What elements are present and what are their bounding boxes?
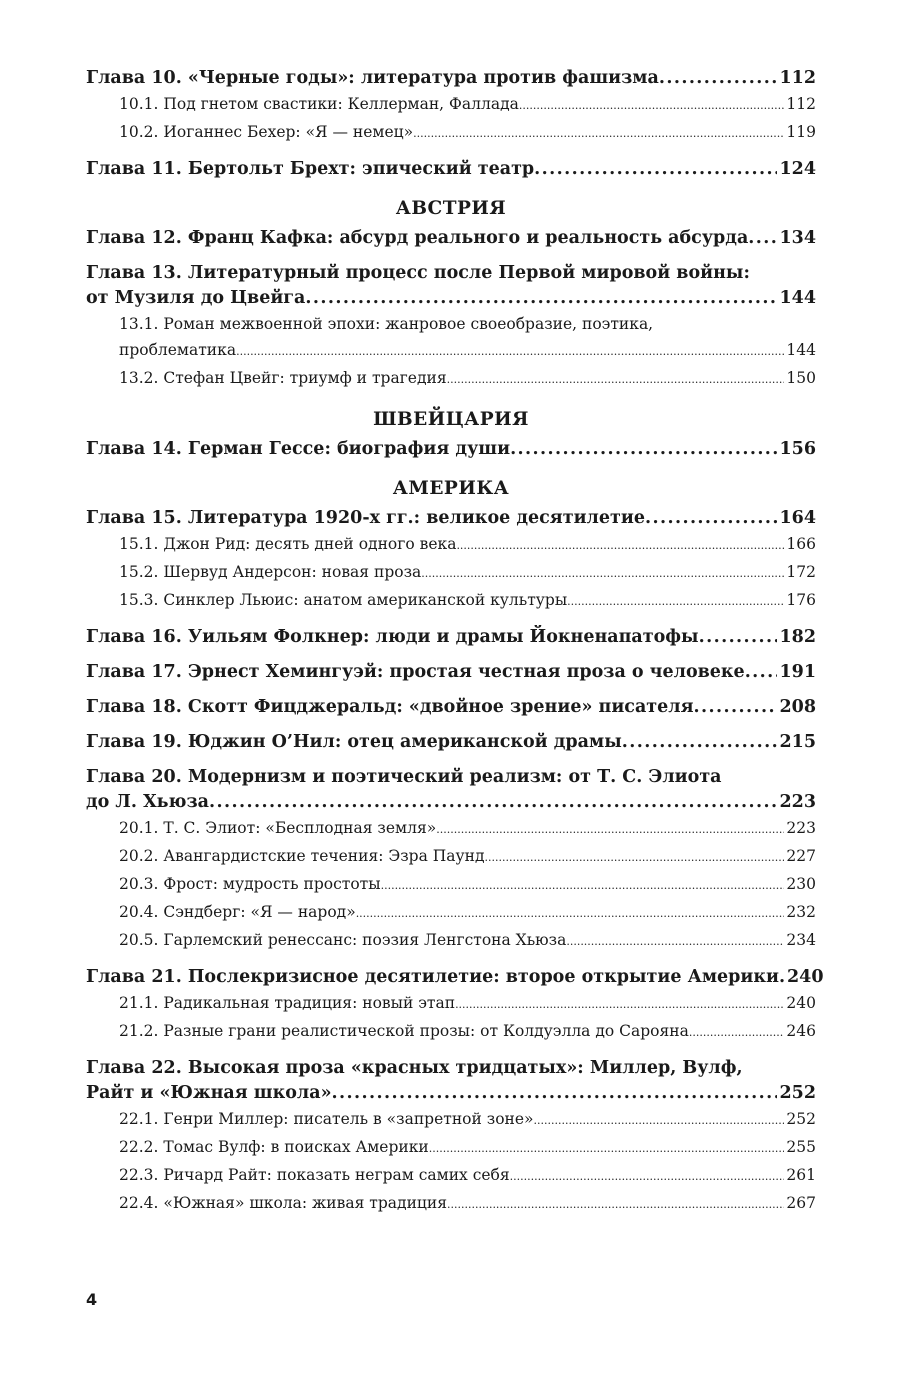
dot-leader xyxy=(510,1162,785,1190)
subsection-row xyxy=(86,587,816,615)
dot-leader xyxy=(567,587,784,615)
page-ref: 164 xyxy=(779,508,816,528)
toc-subsection xyxy=(86,843,816,871)
page-ref: 252 xyxy=(779,1083,816,1103)
toc-subsection xyxy=(86,1018,816,1046)
chapter-title: Глава 11. Бертольт Брехт: эпический театр xyxy=(86,159,535,179)
toc-chapter xyxy=(86,965,824,990)
toc-chapter xyxy=(86,765,816,815)
toc-chapter xyxy=(86,730,816,755)
subsection-row xyxy=(86,365,816,393)
subsection-row xyxy=(86,91,816,119)
dot-leader xyxy=(748,226,777,251)
page-ref: 246 xyxy=(786,1022,816,1040)
subsection-row xyxy=(86,1190,816,1218)
dot-leader xyxy=(659,66,778,91)
dot-leader xyxy=(699,625,778,650)
page-ref: 182 xyxy=(779,627,816,647)
page-ref: 144 xyxy=(779,288,816,308)
page-ref: 261 xyxy=(786,1166,816,1184)
toc-subsection xyxy=(86,1134,816,1162)
page-ref: 144 xyxy=(786,341,816,359)
chapter-title: Глава 14. Герман Гессе: биография души xyxy=(86,439,511,459)
toc-subsection xyxy=(86,815,816,843)
page-ref: 252 xyxy=(786,1110,816,1128)
subsection-title: 10.2. Иоганнес Бехер: «Я — немец» xyxy=(119,123,414,141)
subsection-row xyxy=(86,1018,816,1046)
chapter-title: Глава 10. «Черные годы»: литература против фашизма xyxy=(86,68,659,88)
dot-leader xyxy=(485,843,785,871)
dot-leader xyxy=(356,899,785,927)
toc-chapter xyxy=(86,625,816,650)
page-ref: 227 xyxy=(786,847,816,865)
chapter-row xyxy=(86,1081,816,1106)
subsection-title: 20.5. Гарлемский ренессанс: поэзия Ленгстона Хьюза xyxy=(119,931,567,949)
subsection-row xyxy=(86,899,816,927)
subsection-row xyxy=(86,815,816,843)
dot-leader xyxy=(447,1190,784,1218)
dot-leader xyxy=(689,1018,785,1046)
page-ref: 176 xyxy=(786,591,816,609)
subsection-title: 22.3. Ричард Райт: показать неграм самих себя xyxy=(119,1166,510,1184)
dot-leader xyxy=(381,871,785,899)
page-ref: 232 xyxy=(786,903,816,921)
page-ref: 124 xyxy=(779,159,816,179)
dot-leader xyxy=(694,695,778,720)
subsection-title: 10.1. Под гнетом свастики: Келлерман, Фаллада xyxy=(119,95,519,113)
dot-leader xyxy=(429,1134,785,1162)
page-ref: 223 xyxy=(779,792,816,812)
chapter-row xyxy=(86,625,816,650)
dot-leader xyxy=(421,559,784,587)
page-ref: 112 xyxy=(779,68,816,88)
dot-leader xyxy=(209,790,777,815)
page-ref: 119 xyxy=(786,123,816,141)
toc-subsection xyxy=(86,587,816,615)
subsection-row xyxy=(86,337,816,365)
subsection-title: 22.1. Генри Миллер: писатель в «запретной зоне» xyxy=(119,1110,534,1128)
chapter-row xyxy=(86,965,824,990)
dot-leader xyxy=(510,437,777,462)
chapter-title-line: Глава 13. Литературный процесс после Первой мировой войны: xyxy=(86,263,750,283)
dot-leader xyxy=(413,119,784,147)
table-of-contents xyxy=(86,66,824,1218)
subsection-title: 22.2. Томас Вулф: в поисках Америки xyxy=(119,1138,429,1156)
page-ref: 150 xyxy=(786,369,816,387)
toc-chapter xyxy=(86,226,816,251)
subsection-title: 20.4. Сэндберг: «Я — народ» xyxy=(119,903,356,921)
toc-subsection xyxy=(86,899,816,927)
chapter-row xyxy=(86,66,816,91)
toc-subsection xyxy=(86,311,816,365)
page-ref: 240 xyxy=(786,994,816,1012)
subsection-title: 15.1. Джон Рид: десять дней одного века xyxy=(119,535,457,553)
section-heading: АВСТРИЯ xyxy=(395,198,507,219)
dot-leader xyxy=(534,1106,785,1134)
chapter-title: Глава 21. Послекризисное десятилетие: второе открытие Америки xyxy=(86,967,779,987)
toc-chapter xyxy=(86,695,816,720)
subsection-title: 20.3. Фрост: мудрость простоты xyxy=(119,875,381,893)
dot-leader xyxy=(534,157,777,182)
subsection-title-line: 13.1. Роман межвоенной эпохи: жанровое своеобразие, поэтика, xyxy=(119,315,654,333)
dot-leader xyxy=(236,337,784,365)
toc-chapter xyxy=(86,1056,816,1106)
page-ref: 267 xyxy=(786,1194,816,1212)
chapter-title-line: Глава 20. Модернизм и поэтический реализм: от Т. С. Элиота xyxy=(86,767,722,787)
dot-leader xyxy=(622,730,778,755)
chapter-row xyxy=(86,506,816,531)
subsection-title: 13.2. Стефан Цвейг: триумф и трагедия xyxy=(119,369,447,387)
subsection-row xyxy=(86,1162,816,1190)
page-ref: 223 xyxy=(786,819,816,837)
toc-subsection xyxy=(86,871,816,899)
page-ref: 166 xyxy=(786,535,816,553)
toc-subsection xyxy=(86,1190,816,1218)
chapter-title-line: Глава 22. Высокая проза «красных тридцатых»: Миллер, Вулф, xyxy=(86,1058,743,1078)
subsection-title: 20.2. Авангардистские течения: Эзра Паунд xyxy=(119,847,485,865)
toc-chapter xyxy=(86,437,816,462)
page-ref: 255 xyxy=(786,1138,816,1156)
dot-leader xyxy=(645,506,777,531)
page-number: 4 xyxy=(86,1290,98,1309)
subsection-title: 21.1. Радикальная традиция: новый этап xyxy=(119,994,456,1012)
section-heading: ШВЕЙЦАРИЯ xyxy=(373,409,529,430)
toc-chapter xyxy=(86,66,816,91)
chapter-row xyxy=(86,157,816,182)
dot-leader xyxy=(566,927,784,955)
subsection-row xyxy=(86,559,816,587)
chapter-title: Глава 16. Уильям Фолкнер: люди и драмы Йокненапатофы xyxy=(86,627,699,647)
page-ref: 208 xyxy=(779,697,816,717)
toc-subsection xyxy=(86,1106,816,1134)
chapter-row xyxy=(86,730,816,755)
subsection-title: проблематика xyxy=(119,341,237,359)
subsection-row xyxy=(86,1134,816,1162)
subsection-row xyxy=(86,990,816,1018)
toc-subsection xyxy=(86,559,816,587)
chapter-title: Глава 19. Юджин О’Нил: отец американской драмы xyxy=(86,732,622,752)
chapter-title: Райт и «Южная школа» xyxy=(86,1083,332,1103)
dot-leader xyxy=(455,990,784,1018)
toc-chapter xyxy=(86,660,816,685)
dot-leader xyxy=(519,91,785,119)
chapter-row xyxy=(86,226,816,251)
chapter-row xyxy=(86,790,816,815)
subsection-title: 22.4. «Южная» школа: живая традиция xyxy=(119,1194,447,1212)
chapter-title: Глава 12. Франц Кафка: абсурд реального и реальность абсурда xyxy=(86,228,749,248)
subsection-row xyxy=(86,119,816,147)
subsection-title: 15.2. Шервуд Андерсон: новая проза xyxy=(119,563,422,581)
chapter-title: до Л. Хьюза xyxy=(86,792,209,812)
dot-leader xyxy=(745,660,778,685)
page-ref: 234 xyxy=(786,931,816,949)
dot-leader xyxy=(447,365,785,393)
dot-leader xyxy=(456,531,784,559)
subsection-row xyxy=(86,871,816,899)
subsection-row xyxy=(86,531,816,559)
toc-subsection xyxy=(86,365,816,393)
toc-chapter xyxy=(86,506,816,531)
section-heading: АМЕРИКА xyxy=(392,478,510,499)
chapter-title: Глава 17. Эрнест Хемингуэй: простая честная проза о человеке xyxy=(86,662,745,682)
toc-subsection xyxy=(86,1162,816,1190)
chapter-row xyxy=(86,437,816,462)
toc-chapter xyxy=(86,261,816,311)
dot-leader xyxy=(332,1081,778,1106)
page-ref: 215 xyxy=(779,732,816,752)
chapter-title: Глава 15. Литература 1920-х гг.: великое десятилетие xyxy=(86,508,645,528)
subsection-title: 20.1. Т. С. Элиот: «Бесплодная земля» xyxy=(119,819,437,837)
page-ref: 191 xyxy=(779,662,816,682)
page-ref: 230 xyxy=(786,875,816,893)
chapter-row xyxy=(86,695,816,720)
toc-subsection xyxy=(86,990,816,1018)
chapter-title: Глава 18. Скотт Фицджеральд: «двойное зрение» писателя xyxy=(86,697,694,717)
subsection-row xyxy=(86,927,816,955)
chapter-row xyxy=(86,660,816,685)
page-ref: 172 xyxy=(786,563,816,581)
page-ref: 134 xyxy=(779,228,816,248)
dot-leader xyxy=(436,815,784,843)
chapter-row xyxy=(86,286,816,311)
subsection-row xyxy=(86,843,816,871)
page-ref: 112 xyxy=(786,95,816,113)
subsection-title: 15.3. Синклер Льюис: анатом американской культуры xyxy=(119,591,568,609)
toc-subsection xyxy=(86,927,816,955)
subsection-title: 21.2. Разные грани реалистической прозы: от Колдуэлла до Сарояна xyxy=(119,1022,689,1040)
page-ref: 240 xyxy=(787,967,824,987)
page-ref: 156 xyxy=(779,439,816,459)
chapter-title: от Музиля до Цвейга xyxy=(86,288,306,308)
dot-leader xyxy=(305,286,777,311)
toc-subsection xyxy=(86,531,816,559)
toc-subsection xyxy=(86,119,816,147)
toc-subsection xyxy=(86,91,816,119)
toc-chapter xyxy=(86,157,816,182)
subsection-row xyxy=(86,1106,816,1134)
